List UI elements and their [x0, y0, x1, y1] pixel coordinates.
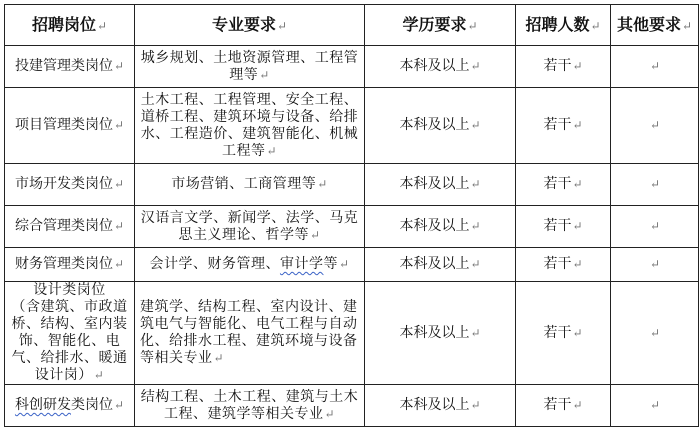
cell-other: ↵ — [611, 88, 699, 164]
header-other: 其他要求↵ — [611, 5, 699, 46]
cell-education: 本科及以上↵ — [365, 88, 516, 164]
cell-other: ↵ — [611, 248, 699, 282]
recruitment-table — [4, 4, 699, 427]
header-position: 招聘岗位↵ — [5, 5, 135, 46]
table-row — [5, 206, 699, 248]
cell-position: 综合管理类岗位↵ — [5, 206, 135, 248]
cell-count: 若干↵ — [516, 164, 611, 206]
cell-count: 若干↵ — [516, 46, 611, 88]
cell-education: 本科及以上↵ — [365, 46, 516, 88]
table-row — [5, 385, 699, 427]
cell-position: 投建管理类岗位↵ — [5, 46, 135, 88]
cell-education: 本科及以上↵ — [365, 385, 516, 427]
table-row — [5, 164, 699, 206]
cell-other: ↵ — [611, 206, 699, 248]
cell-major: 土木工程、工程管理、安全工程、道桥工程、建筑环境与设备、给排水、工程造价、建筑智能化、机械工程等↵ — [135, 88, 365, 164]
cell-count: 若干↵ — [516, 282, 611, 385]
cell-other: ↵ — [611, 385, 699, 427]
cell-count: 若干↵ — [516, 385, 611, 427]
header-row — [5, 5, 699, 46]
cell-major: 会计学、财务管理、审计学等↵ — [135, 248, 365, 282]
cell-major: 建筑学、结构工程、室内设计、建筑电气与智能化、电气工程与自动化、给排水工程、建筑环境与设备等相关专业↵ — [135, 282, 365, 385]
cell-position: 项目管理类岗位↵ — [5, 88, 135, 164]
cell-count: 若干↵ — [516, 88, 611, 164]
cell-major: 市场营销、工商管理等↵ — [135, 164, 365, 206]
cell-education: 本科及以上↵ — [365, 248, 516, 282]
table-row — [5, 46, 699, 88]
cell-position: 财务管理类岗位↵ — [5, 248, 135, 282]
cell-education: 本科及以上↵ — [365, 282, 516, 385]
header-major: 专业要求↵ — [135, 5, 365, 46]
spellcheck-word: 审计学 — [279, 256, 324, 272]
cell-count: 若干↵ — [516, 206, 611, 248]
cell-major: 城乡规划、土地资源管理、工程管理等↵ — [135, 46, 365, 88]
table-row — [5, 88, 699, 164]
cell-other: ↵ — [611, 282, 699, 385]
cell-position: 市场开发类岗位↵ — [5, 164, 135, 206]
cell-count: 若干↵ — [516, 248, 611, 282]
table-row — [5, 248, 699, 282]
header-count: 招聘人数↵ — [516, 5, 611, 46]
spellcheck-word: 科创研发 — [14, 397, 71, 413]
cell-education: 本科及以上↵ — [365, 206, 516, 248]
table-row — [5, 282, 699, 385]
cell-position: 设计类岗位 （含建筑、市政道桥、结构、室内装饰、智能化、电气、给排水、暖通设计岗）↵ — [5, 282, 135, 385]
cell-education: 本科及以上↵ — [365, 164, 516, 206]
header-education: 学历要求↵ — [365, 5, 516, 46]
cell-other: ↵ — [611, 46, 699, 88]
cell-other: ↵ — [611, 164, 699, 206]
cell-position: 科创研发类岗位↵ — [5, 385, 135, 427]
cell-major: 汉语言文学、新闻学、法学、马克思主义理论、哲学等↵ — [135, 206, 365, 248]
cell-major: 结构工程、土木工程、建筑与土木工程、建筑学等相关专业↵ — [135, 385, 365, 427]
